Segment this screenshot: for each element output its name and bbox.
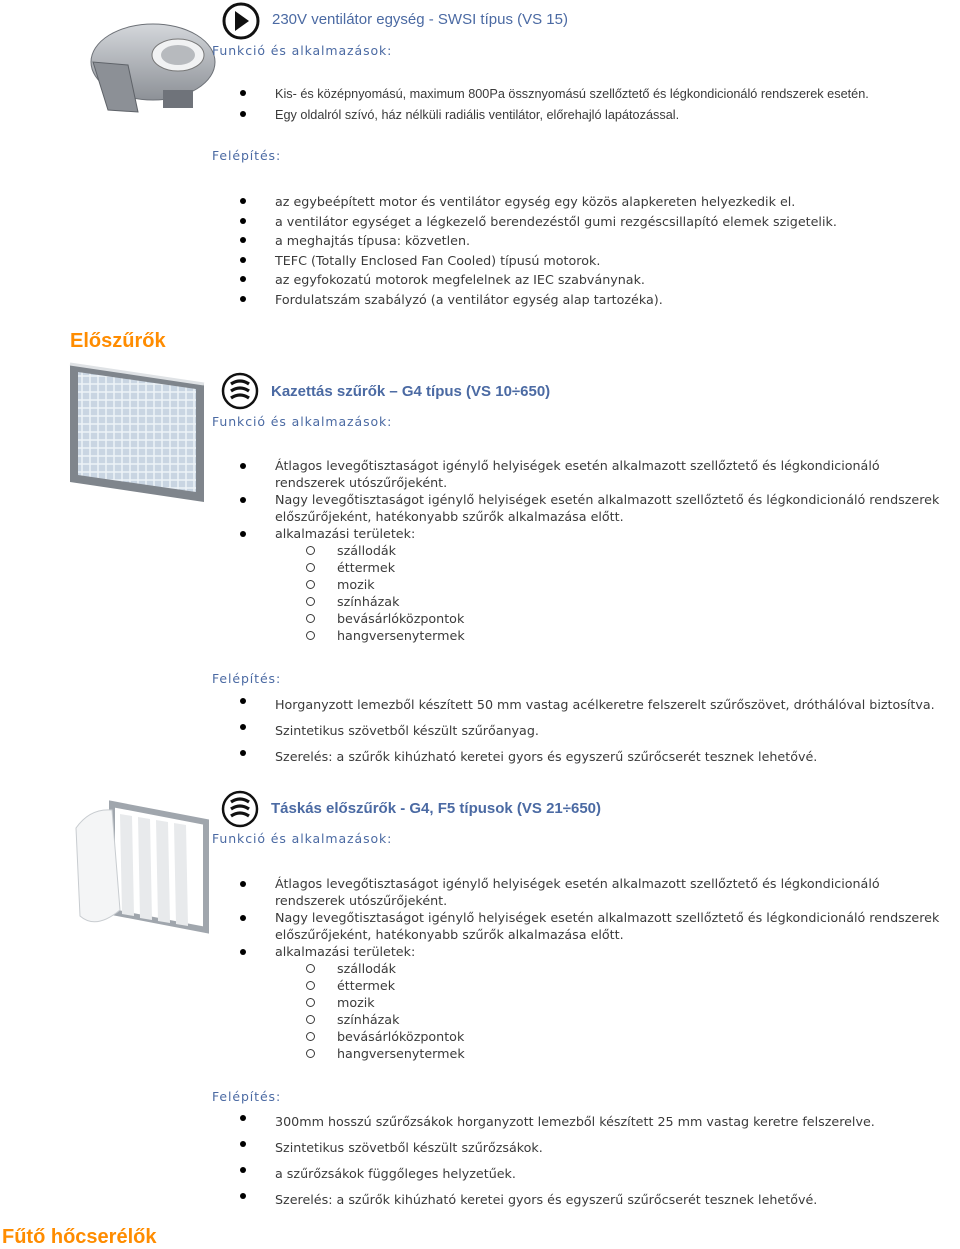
list-item: Átlagos levegőtisztaságot igénylő helyiségek esetén alkalmazott szellőztető és légkondicionáló rendszerek utószűrőjeként. xyxy=(238,875,915,909)
brand-logo-icon xyxy=(222,2,260,40)
list-item: alkalmazási területek: xyxy=(238,525,960,542)
list-item: Kis- és középnyomású, maximum 800Pa össznyomású szellőztető és légkondicionáló rendszerek esetén. xyxy=(238,84,869,105)
list-item: Szintetikus szövetből készült szűrőzsákok. xyxy=(238,1135,875,1161)
list-item: mozik xyxy=(238,576,960,593)
fan-title: 230V ventilátor egység - SWSI típus (VS 15) xyxy=(272,11,568,28)
list-item: Nagy levegőtisztaságot igénylő helyiségek esetén alkalmazott szellőztető és légkondicionáló rendszerek előszűrőjeként, hatékonyabb szűrők alkalmazása előtt. xyxy=(238,491,960,525)
list-item: Fordulatszám szabályzó (a ventilátor egység alap tartozéka). xyxy=(238,290,837,310)
list-item: a szűrőzsákok függőleges helyzetűek. xyxy=(238,1161,875,1187)
list-item: bevásárlóközpontok xyxy=(238,1028,960,1045)
fan-function-label: Funkció és alkalmazások: xyxy=(212,43,393,58)
list-item: Átlagos levegőtisztaságot igénylő helyiségek esetén alkalmazott szellőztető és légkondicionáló rendszerek utószűrőjeként. xyxy=(238,457,915,491)
list-item: Szerelés: a szűrők kihúzható keretei gyors és egyszerű szűrőcserét tesznek lehetővé. xyxy=(238,1187,875,1213)
list-item: bevásárlóközpontok xyxy=(238,610,960,627)
list-item: alkalmazási területek: xyxy=(238,943,960,960)
bag-function-list xyxy=(238,875,960,1062)
bag-build-list xyxy=(238,1109,875,1213)
list-item: színházak xyxy=(238,1011,960,1028)
cassette-build-label: Felépítés: xyxy=(212,671,282,686)
list-item: éttermek xyxy=(238,559,960,576)
list-item: TEFC (Totally Enclosed Fan Cooled) típusú motorok. xyxy=(238,251,837,271)
list-item: Szerelés: a szűrők kihúzható keretei gyors és egyszerű szűrőcserét tesznek lehetővé. xyxy=(238,744,935,770)
brand-logo-icon xyxy=(221,372,259,410)
bag-function-label: Funkció és alkalmazások: xyxy=(212,831,393,846)
prefilters-heading: Előszűrők xyxy=(70,330,166,352)
fan-unit-image xyxy=(68,10,218,120)
bag-filter-image xyxy=(70,800,210,940)
cassette-filter-image xyxy=(62,356,212,506)
list-item: Egy oldalról szívó, ház nélküli radiális ventilátor, előrehajló lapátozással. xyxy=(238,105,869,126)
list-item: az egybeépített motor és ventilátor egység egy közös alapkereten helyezkedik el. xyxy=(238,192,837,212)
brand-logo-icon xyxy=(221,790,259,828)
list-item: szállodák xyxy=(238,960,960,977)
list-item: Nagy levegőtisztaságot igénylő helyiségek esetén alkalmazott szellőztető és légkondicionáló rendszerek előszűrőjeként, hatékonyabb szűrők alkalmazása előtt. xyxy=(238,909,960,943)
list-item: színházak xyxy=(238,593,960,610)
fan-function-list xyxy=(238,84,869,126)
list-item: Horganyzott lemezből készített 50 mm vastag acélkeretre felszerelt szűrőszövet, dróthálóval biztosítva. xyxy=(238,692,935,718)
list-item: szállodák xyxy=(238,542,960,559)
cassette-title: Kazettás szűrők – G4 típus (VS 10÷650) xyxy=(271,383,551,400)
list-item: hangversenytermek xyxy=(238,1045,960,1062)
bag-build-label: Felépítés: xyxy=(212,1089,282,1104)
list-item: hangversenytermek xyxy=(238,627,960,644)
list-item: Szintetikus szövetből készült szűrőanyag. xyxy=(238,718,935,744)
list-item: a meghajtás típusa: közvetlen. xyxy=(238,231,837,251)
list-item: éttermek xyxy=(238,977,960,994)
bag-title: Táskás előszűrők - G4, F5 típusok (VS 21÷650) xyxy=(271,800,602,817)
list-item: 300mm hosszú szűrőzsákok horganyzott lemezből készített 25 mm vastag keretre felszerelve. xyxy=(238,1109,875,1135)
fan-build-list xyxy=(238,192,837,309)
list-item: a ventilátor egységet a légkezelő berendezéstől gumi rezgéscsillapító elemek szigetelik. xyxy=(238,212,837,232)
heat-exchangers-heading: Fűtő hőcserélők xyxy=(2,1226,157,1248)
cassette-function-label: Funkció és alkalmazások: xyxy=(212,414,393,429)
cassette-build-list xyxy=(238,692,935,770)
list-item: az egyfokozatú motorok megfelelnek az IEC szabványnak. xyxy=(238,270,837,290)
cassette-function-list xyxy=(238,457,960,644)
fan-build-label: Felépítés: xyxy=(212,148,282,163)
list-item: mozik xyxy=(238,994,960,1011)
